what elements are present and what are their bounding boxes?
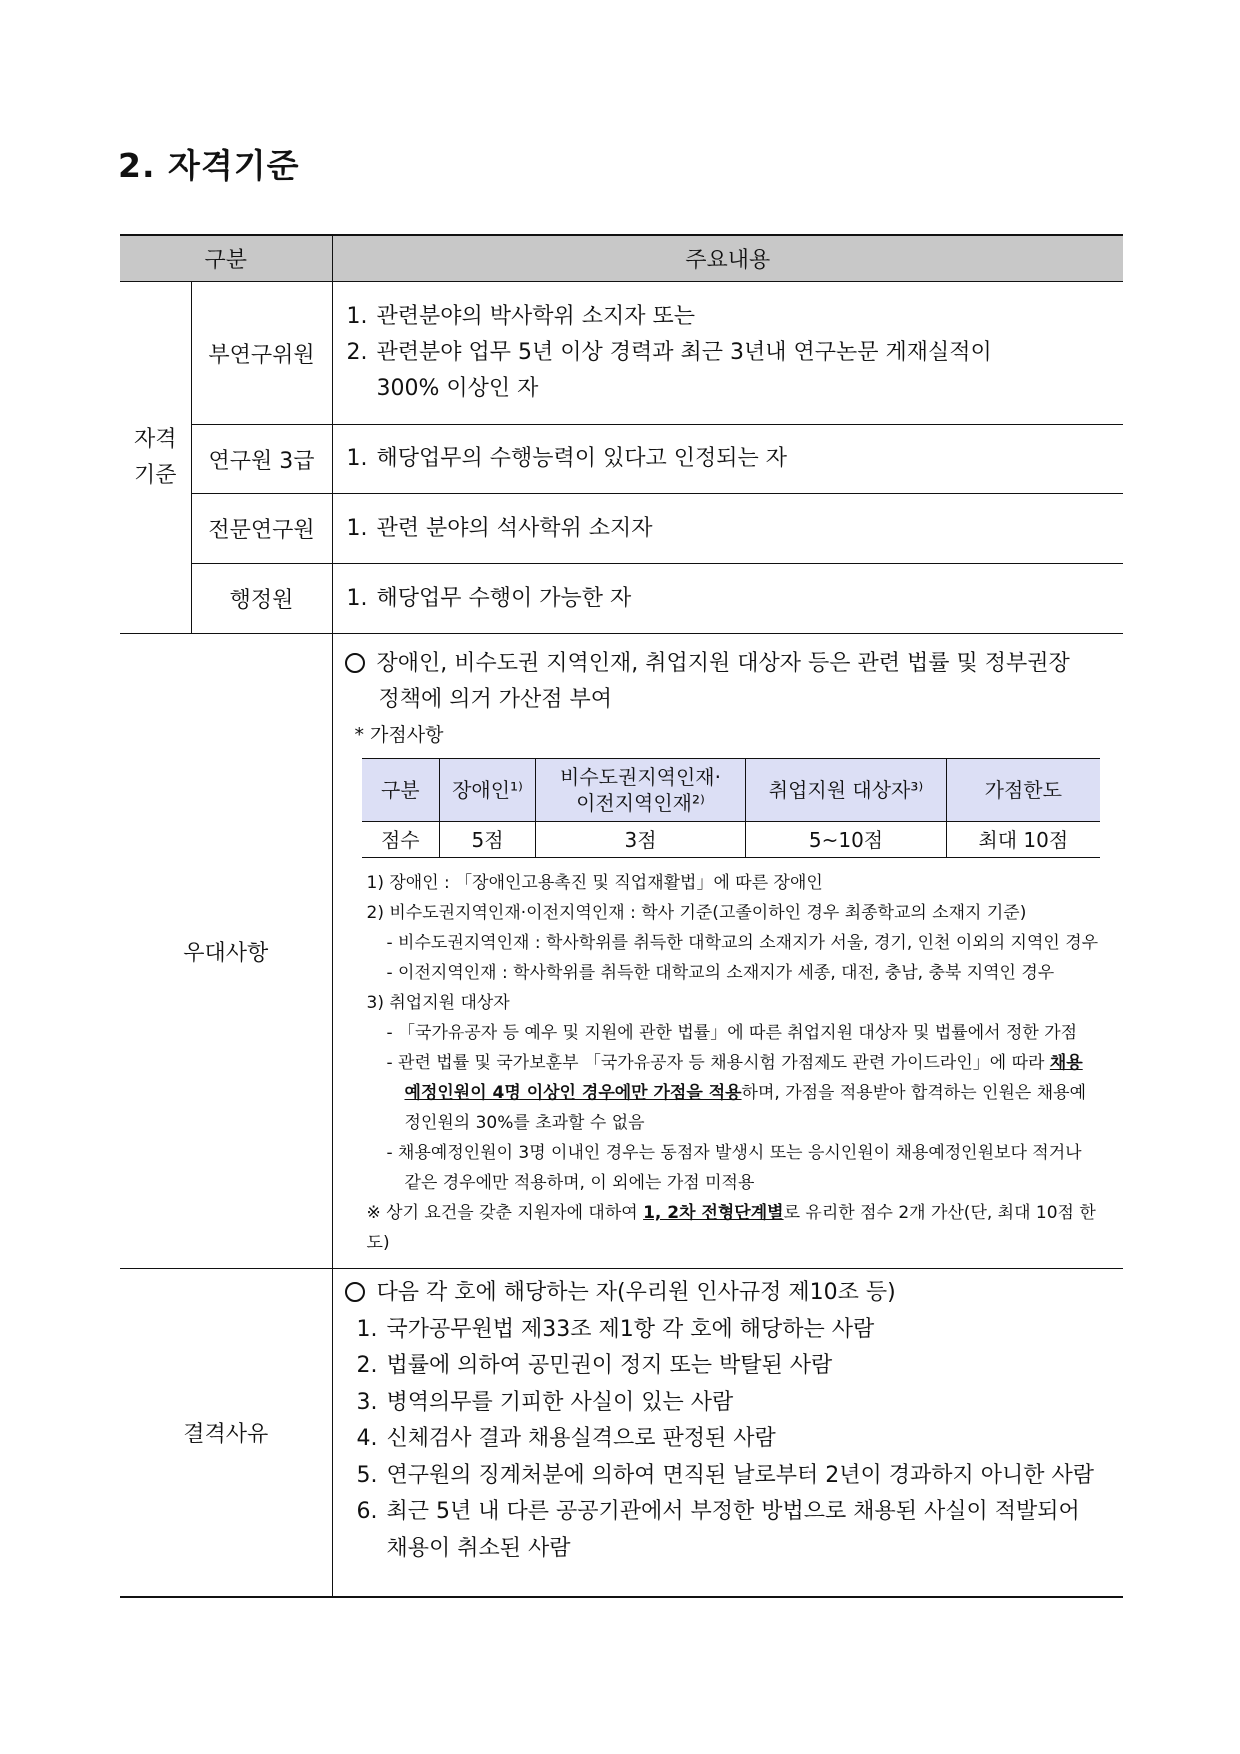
list-item — [357, 1348, 1111, 1385]
bonus-value-cell: 점수 — [362, 822, 440, 858]
bonus-header-cell: 가점한도 — [947, 759, 1100, 822]
position-label: 연구원 3급 — [191, 425, 332, 494]
list-item — [357, 1458, 1111, 1495]
footnote-emphasis: 1, 2차 전형단계별 — [643, 1203, 784, 1223]
group-label — [120, 282, 191, 634]
header-content: 주요내용 — [332, 235, 1123, 282]
item-number: 1. — [346, 446, 368, 471]
position-label: 행정원 — [191, 564, 332, 634]
item-number: 4. — [356, 1426, 378, 1451]
footnote: - 채용예정인원이 3명 이내인 경우는 동점자 발생시 또는 응시인원이 채용예정인원보다 적거나 — [386, 1143, 1082, 1163]
item-number: 3. — [356, 1389, 378, 1415]
item-text: 관련분야의 박사학위 소지자 또는 — [376, 304, 696, 329]
preference-label: 우대사항 — [120, 634, 332, 1269]
item-text: 해당업무 수행이 가능한 자 — [376, 585, 632, 611]
table-row — [120, 425, 1123, 494]
bonus-value-cell: 5점 — [440, 822, 536, 858]
disqualification-label: 결격사유 — [120, 1269, 332, 1597]
list-item — [347, 441, 1123, 477]
item-number — [357, 1531, 387, 1568]
bonus-header-cell: 구분 — [362, 759, 440, 822]
item-text: 병역의무를 기피한 사실이 있는 사람 — [386, 1389, 734, 1415]
footnote: 3) 취업지원 대상자 — [366, 993, 510, 1013]
bonus-value-cell: 최대 10점 — [947, 822, 1100, 858]
footnote-text: - 관련 법률 및 국가보훈부 「국가유공자 등 채용시험 가점제도 관련 가이드라인」에 따라 — [386, 1053, 1050, 1073]
circle-bullet-icon — [345, 1282, 365, 1302]
lead-text: 다음 각 호에 해당하는 자(우리원 인사규정 제10조 등) — [376, 1280, 896, 1305]
position-content — [332, 494, 1123, 564]
item-text: 채용이 취소된 사람 — [386, 1535, 571, 1561]
group-label-line: 기준 — [133, 462, 177, 488]
footnote — [345, 1198, 1111, 1258]
item-number: 1. — [346, 585, 368, 611]
position-content — [332, 564, 1123, 634]
list-item — [347, 371, 1123, 407]
circle-bullet-icon — [345, 653, 365, 673]
item-number: 5. — [356, 1462, 378, 1488]
footnote-text: ※ 상기 요건을 갖춘 지원자에 대하여 — [366, 1203, 644, 1223]
disqualification-lead — [345, 1275, 1111, 1312]
disqualification-content — [332, 1269, 1123, 1597]
header-line: 비수도권지역인재· — [560, 765, 721, 789]
position-label: 부연구위원 — [191, 282, 332, 425]
list-item — [347, 581, 1123, 617]
item-number: 2. — [346, 340, 368, 365]
table-row — [120, 494, 1123, 564]
footnotes — [345, 868, 1111, 1258]
bonus-header-cell: 취업지원 대상자³⁾ — [746, 759, 947, 822]
footnote-emphasis: 채용 — [1049, 1053, 1083, 1073]
item-text: 관련분야 업무 5년 이상 경력과 최근 3년내 연구논문 게재실적이 — [376, 340, 992, 365]
footnote: 1) 장애인 : 「장애인고용촉진 및 직업재활법」에 따른 장애인 — [366, 873, 823, 893]
item-text: 연구원의 징계처분에 의하여 면직된 날로부터 2년이 경과하지 아니한 사람 — [386, 1462, 1095, 1488]
footnote: - 「국가유공자 등 예우 및 지원에 관한 법률」에 따른 취업지원 대상자 및 법률에서 정한 가점 — [386, 1023, 1078, 1043]
list-item — [357, 1385, 1111, 1422]
preference-lead — [345, 646, 1111, 718]
group-label-line: 자격 — [133, 426, 177, 452]
list-item — [357, 1494, 1111, 1531]
list-item — [347, 299, 1123, 335]
position-content — [332, 282, 1123, 425]
table-row — [120, 564, 1123, 634]
item-number: 2. — [356, 1353, 378, 1378]
list-item — [357, 1312, 1111, 1349]
position-content — [332, 425, 1123, 494]
table-row — [120, 634, 1123, 1269]
table-row — [120, 282, 1123, 425]
footnote-text: 하며, 가점을 적용받아 합격하는 인원은 채용예 — [741, 1083, 1086, 1103]
qualification-table — [120, 234, 1123, 1598]
item-number: 1. — [346, 304, 368, 329]
page-title: 2. 자격기준 — [118, 146, 300, 185]
bonus-table-row — [362, 822, 1100, 858]
item-text: 관련 분야의 석사학위 소지자 — [376, 515, 653, 541]
header-category: 구분 — [120, 235, 332, 282]
lead-text: 정책에 의거 가산점 부여 — [378, 687, 613, 712]
footnote — [345, 1078, 1111, 1108]
footnote-text: 로 유리한 점수 2개 가산(단, 최대 10점 한도) — [366, 1203, 1096, 1253]
item-text: 300% 이상인 자 — [376, 376, 539, 401]
footnote: 같은 경우에만 적용하며, 이 외에는 가점 미적용 — [404, 1173, 755, 1193]
table-header — [120, 235, 1123, 282]
bonus-table-header — [362, 759, 1100, 822]
sub-title: * 가점사항 — [354, 724, 444, 746]
item-number: 6. — [356, 1499, 378, 1524]
bonus-value-cell: 5~10점 — [746, 822, 947, 858]
item-number: 1. — [346, 515, 368, 541]
item-text: 신체검사 결과 채용실격으로 판정된 사람 — [386, 1426, 776, 1451]
list-item — [357, 1531, 1111, 1568]
lead-text: 장애인, 비수도권 지역인재, 취업지원 대상자 등은 관련 법률 및 정부권장 — [376, 651, 1070, 676]
item-text: 법률에 의하여 공민권이 정지 또는 박탈된 사람 — [386, 1353, 833, 1378]
item-text: 최근 5년 내 다른 공공기관에서 부정한 방법으로 채용된 사실이 적발되어 — [386, 1499, 1080, 1524]
header-line: 이전지역인재²⁾ — [576, 791, 705, 815]
item-number: 1. — [356, 1316, 378, 1342]
item-text: 해당업무의 수행능력이 있다고 인정되는 자 — [376, 446, 788, 471]
footnote: 2) 비수도권지역인재·이전지역인재 : 학사 기준(고졸이하인 경우 최종학교의 소재지 기준) — [366, 903, 1027, 923]
list-item — [347, 335, 1123, 371]
footnote — [345, 1048, 1111, 1078]
footnote-emphasis: 예정인원이 4명 이상인 경우에만 가점을 적용 — [404, 1083, 742, 1103]
item-number — [347, 371, 377, 407]
list-item — [357, 1421, 1111, 1458]
table-row — [120, 1269, 1123, 1597]
footnote: - 비수도권지역인재 : 학사학위를 취득한 대학교의 소재지가 서울, 경기, 인천 이외의 지역인 경우 — [386, 933, 1099, 953]
bonus-points-table — [362, 758, 1100, 858]
bonus-header-cell: 장애인¹⁾ — [440, 759, 536, 822]
bonus-value-cell: 3점 — [536, 822, 746, 858]
list-item — [347, 511, 1123, 547]
position-label: 전문연구원 — [191, 494, 332, 564]
footnote: 정인원의 30%를 초과할 수 없음 — [404, 1113, 645, 1133]
footnote: - 이전지역인재 : 학사학위를 취득한 대학교의 소재지가 세종, 대전, 충남, 충북 지역인 경우 — [386, 963, 1055, 983]
preference-content — [332, 634, 1123, 1269]
item-text: 국가공무원법 제33조 제1항 각 호에 해당하는 사람 — [386, 1316, 875, 1342]
bonus-header-cell — [536, 759, 746, 822]
